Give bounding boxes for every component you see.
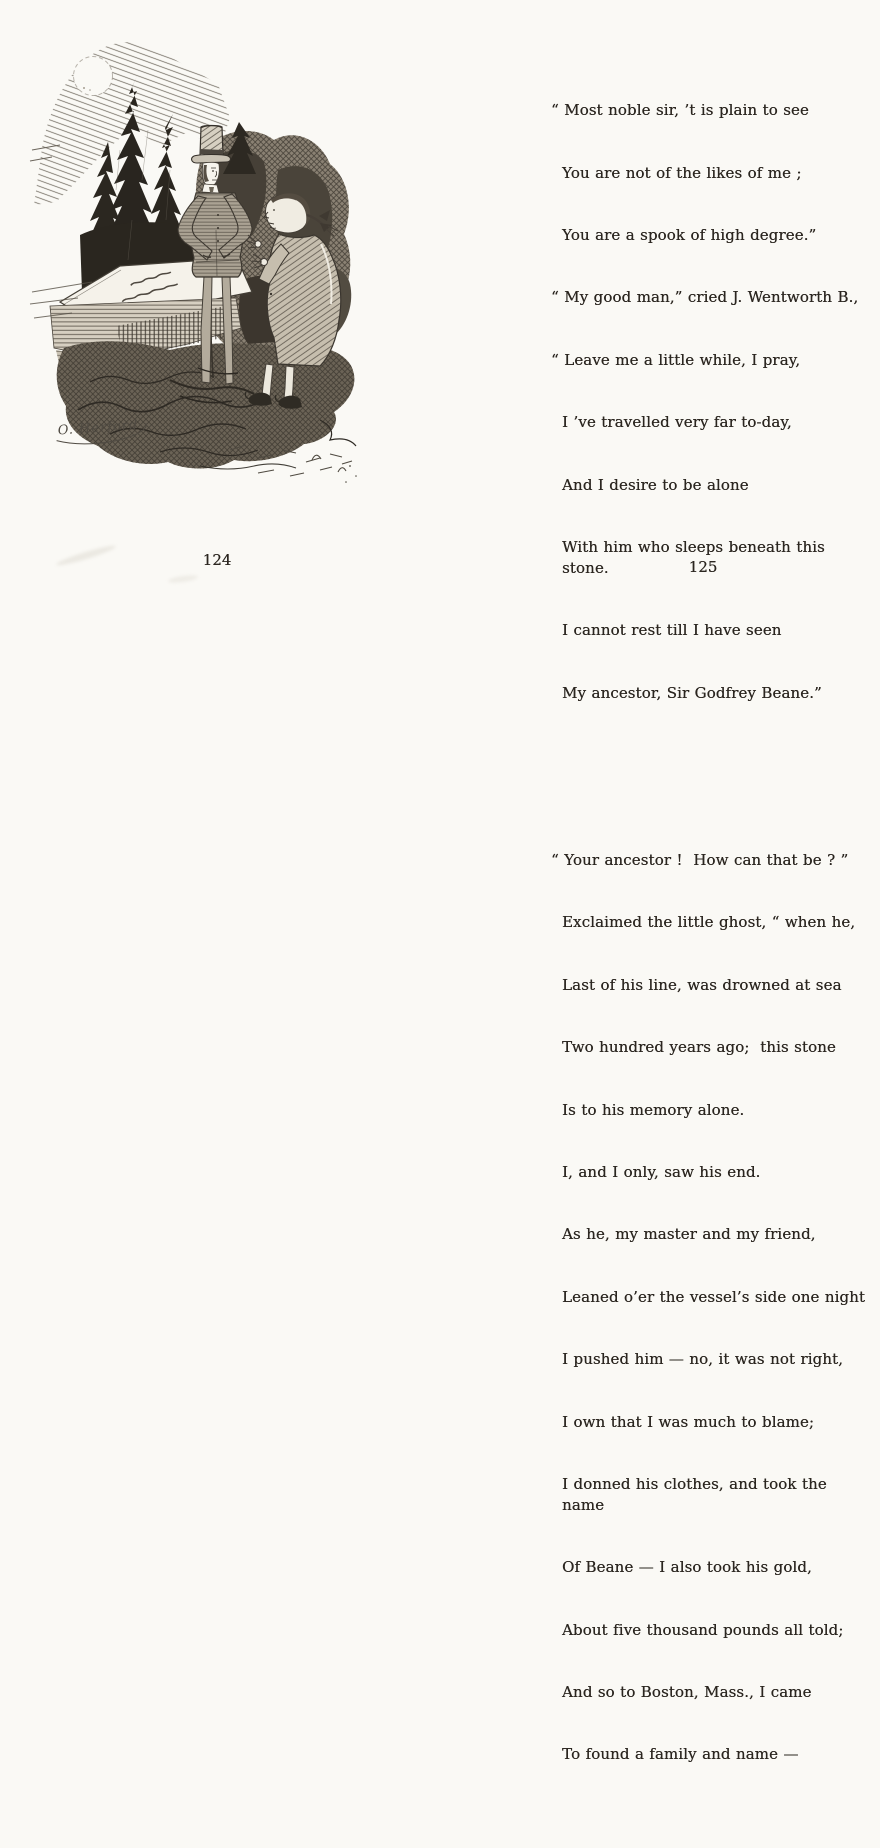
artist-signature-text: O. Herford — [57, 417, 139, 439]
poem-line: And so to Boston, Mass., I came — [562, 1682, 812, 1701]
poem-line: I ’ve travelled very far to-day, — [562, 413, 792, 432]
poem-line: With him who sleeps beneath this stone. — [562, 537, 831, 577]
left-page — [0, 0, 440, 592]
poem-line: Leaned o’er the vessel’s side one night — [562, 1287, 866, 1306]
poem-line: “ My good man,” cried J. Wentworth B., — [551, 288, 859, 307]
poem-line: I own that I was much to blame; — [562, 1412, 814, 1431]
poem-line: To found a family and name — — [562, 1745, 799, 1764]
poem-line: “ Leave me a little while, I pray, — [551, 350, 801, 369]
page-number-right: 125 — [688, 558, 718, 576]
poem — [551, 17, 873, 1848]
poem-line: As he, my master and my friend, — [562, 1225, 816, 1244]
poem-line: I donned his clothes, and took the name — [562, 1474, 833, 1514]
poem-line: I cannot rest till I have seen — [562, 621, 782, 640]
ghost-head — [264, 193, 310, 233]
moon — [74, 57, 113, 96]
poem-line: About five thousand pounds all told; — [562, 1620, 844, 1639]
poem-line: Is to his memory alone. — [562, 1100, 745, 1119]
poem-line: And I desire to be alone — [562, 475, 749, 494]
stanza-2 — [551, 808, 873, 1806]
right-page — [440, 0, 880, 1764]
poem-line: I, and I only, saw his end. — [562, 1163, 761, 1182]
gentleman-face — [202, 162, 219, 193]
stanza-1 — [551, 59, 873, 745]
poem-line: “ Most noble sir, ’t is plain to see — [551, 101, 809, 120]
graveyard-illustration — [20, 30, 460, 550]
poem-line: Exclaimed the little ghost, “ when he, — [562, 913, 856, 932]
poem-line: My ancestor, Sir Godfrey Beane.” — [562, 683, 822, 702]
poem-line: Two hundred years ago; this stone — [562, 1038, 836, 1057]
poem-line: You are not of the likes of me ; — [562, 163, 802, 182]
poem-line: Last of his line, was drowned at sea — [562, 975, 842, 994]
scan-smudge — [168, 574, 199, 584]
poem-line: I pushed him — no, it was not right, — [562, 1350, 843, 1369]
poem-line: You are a spook of high degree.” — [562, 225, 817, 244]
poem-line: Of Beane — I also took his gold, — [562, 1558, 812, 1577]
page-number-left: 124 — [202, 551, 232, 569]
poem-line: “ Your ancestor ! How can that be ? ” — [551, 851, 849, 870]
